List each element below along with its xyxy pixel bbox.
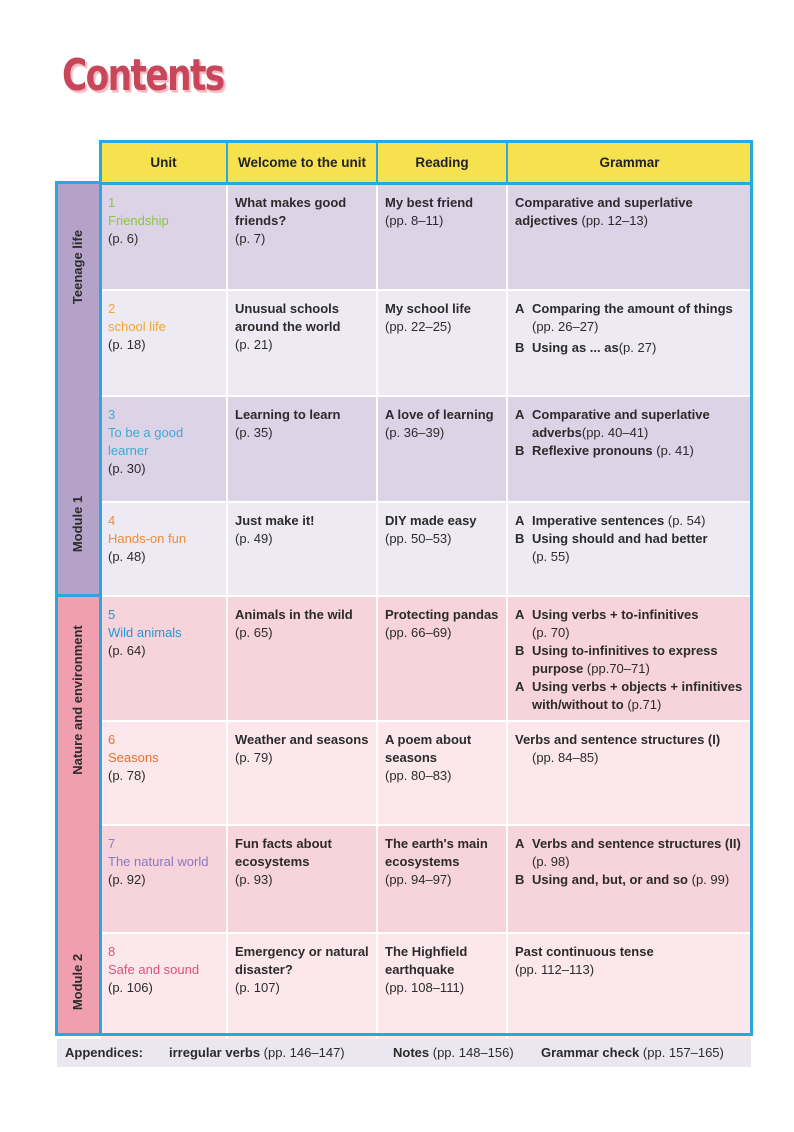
welcome-title: Learning to learn	[235, 406, 341, 422]
welcome-title: What makes good friends?	[235, 195, 347, 228]
grammar-item: B Reflexive pronouns (p. 41)	[515, 442, 694, 458]
unit-number: 6	[108, 731, 116, 747]
reading-page: (pp. 50–53)	[385, 530, 452, 546]
unit-page: (p. 30)	[108, 460, 146, 476]
reading-title: The Highfield earthquake	[385, 943, 468, 977]
unit-title: school life	[108, 318, 166, 334]
unit-number: 2	[108, 300, 116, 316]
unit-number: 4	[108, 512, 116, 528]
grammar-item: A Comparing the amount of things (pp. 26–27)	[515, 300, 733, 334]
welcome-title: Emergency or natural disaster?	[235, 943, 369, 977]
unit-page: (p. 64)	[108, 642, 146, 658]
welcome-title: Just make it!	[235, 512, 315, 528]
welcome-page: (p. 7)	[235, 231, 266, 246]
header-welcome: Welcome to the unit	[227, 142, 377, 184]
unit-title: Hands-on fun	[108, 530, 187, 546]
unit-number: 1	[108, 195, 116, 210]
module-label-1: Module 1	[70, 495, 85, 553]
header-reading: Reading	[377, 142, 507, 184]
unit-number: 8	[108, 943, 116, 959]
reading-title: A love of learning	[385, 406, 494, 422]
unit-page: (p. 6)	[108, 231, 139, 246]
welcome-title: Unusual schools around the world	[235, 300, 341, 334]
reading-title: My best friend	[385, 195, 474, 210]
appendices-label: Appendices:	[65, 1045, 144, 1060]
reading-title: A poem about seasons	[385, 731, 472, 765]
reading-page: (pp. 108–111)	[385, 979, 465, 995]
appendix-grammar-check[interactable]: Grammar check (pp. 157–165)	[541, 1045, 724, 1060]
unit-title: Wild animals	[108, 624, 182, 640]
unit-title: To be a good learner	[108, 424, 184, 458]
theme-label-nature-environment: Nature and environment	[70, 625, 85, 775]
grammar-item: Verbs and sentence structures (I) (pp. 84–85)	[515, 731, 721, 765]
reading-page: (p. 36–39)	[385, 424, 445, 440]
welcome-page: (p. 107)	[235, 979, 280, 995]
unit-title: The natural world	[108, 853, 209, 869]
grammar-item: Comparative and superlative adjectives (pp. 12–13)	[515, 195, 693, 228]
welcome-title: Fun facts about ecosystems	[235, 835, 332, 869]
reading-page: (pp. 66–69)	[385, 624, 452, 640]
reading-title: DIY made easy	[385, 512, 477, 528]
reading-title: The earth's main ecosystems	[385, 835, 488, 869]
grammar-item: B Using to-infinitives to express purpose (pp.70–71)	[515, 642, 718, 676]
unit-page: (p. 18)	[108, 336, 146, 352]
unit-page: (p. 78)	[108, 767, 146, 783]
reading-page: (pp. 22–25)	[385, 318, 452, 334]
header-grammar: Grammar	[507, 142, 751, 184]
unit-title: Friendship	[108, 213, 169, 228]
reading-title: My school life	[385, 300, 471, 316]
grammar-item: B Using should and had better (p. 55)	[515, 530, 708, 564]
grammar-item: B Using and, but, or and so (p. 99)	[515, 871, 730, 887]
reading-title: Protecting pandas	[385, 606, 499, 622]
unit-title: Seasons	[108, 749, 159, 765]
grammar-item: A Using verbs + objects + infinitives with/without to (p.71)	[515, 678, 743, 712]
grammar-item: B Using as ... as(p. 27)	[515, 339, 657, 355]
grammar-item: A Using verbs + to-infinitives (p. 70)	[515, 606, 699, 640]
welcome-page: (p. 49)	[235, 530, 273, 546]
module-label-2: Module 2	[70, 953, 85, 1011]
appendix-irregular-verbs[interactable]: irregular verbs (pp. 146–147)	[169, 1045, 345, 1060]
header-unit: Unit	[101, 142, 227, 184]
grammar-item: A Verbs and sentence structures (II) (p. 98)	[515, 835, 741, 869]
welcome-page: (p. 93)	[235, 871, 273, 887]
reading-page: (pp. 8–11)	[385, 213, 444, 228]
module-2-border	[55, 594, 102, 1036]
reading-page: (pp. 94–97)	[385, 871, 452, 887]
welcome-title: Weather and seasons	[235, 731, 369, 747]
welcome-page: (p. 21)	[235, 336, 273, 352]
appendices-bar	[57, 1039, 751, 1067]
page-title: Contents	[62, 50, 224, 101]
welcome-page: (p. 35)	[235, 424, 273, 440]
grammar-item: Past continuous tense (pp. 112–113)	[515, 943, 654, 977]
module-1-border	[55, 181, 102, 597]
welcome-page: (p. 79)	[235, 749, 273, 765]
grammar-item: A Comparative and superlative adverbs(pp. 40–41)	[515, 406, 710, 440]
grammar-item: A Imperative sentences (p. 54)	[515, 512, 706, 528]
reading-page: (pp. 80–83)	[385, 767, 452, 783]
theme-label-teenage-life: Teenage life	[70, 229, 85, 305]
unit-number: 5	[108, 606, 116, 622]
unit-page: (p. 106)	[108, 979, 153, 995]
table-frame	[99, 140, 753, 1036]
unit-page: (p. 48)	[108, 548, 146, 564]
unit-number: 3	[108, 406, 116, 422]
welcome-title: Animals in the wild	[235, 606, 353, 622]
welcome-page: (p. 65)	[235, 624, 273, 640]
unit-page: (p. 92)	[108, 871, 146, 887]
unit-number: 7	[108, 835, 116, 851]
appendix-notes[interactable]: Notes (pp. 148–156)	[393, 1045, 514, 1060]
unit-title: Safe and sound	[108, 961, 200, 977]
